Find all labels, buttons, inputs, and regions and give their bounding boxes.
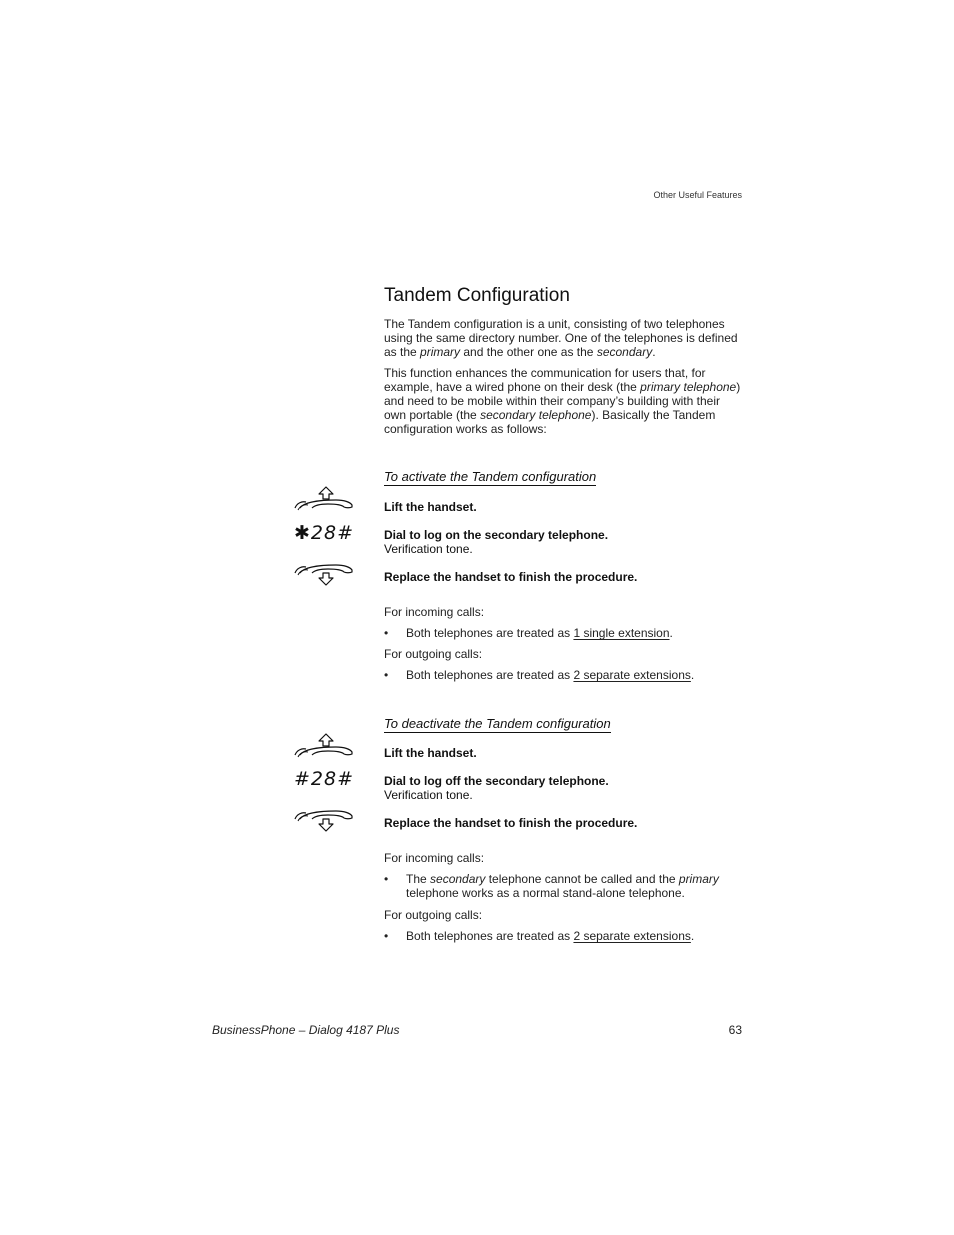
- deactivate-step-replace: Replace the handset to finish the procedure.: [384, 816, 638, 830]
- deactivate-step-dial: Dial to log off the secondary telephone. Verification tone.: [384, 774, 609, 802]
- handset-lift-icon: [292, 486, 356, 514]
- running-header: Other Useful Features: [653, 190, 742, 200]
- activate-outgoing-label: For outgoing calls:: [384, 647, 483, 661]
- deactivate-step-lift: Lift the handset.: [384, 746, 477, 760]
- deactivate-incoming-label: For incoming calls:: [384, 851, 485, 865]
- handset-replace-icon: [292, 563, 356, 587]
- bullet-mark: •: [384, 668, 389, 682]
- link-single-extension[interactable]: 1 single extension: [573, 626, 670, 640]
- deactivate-incoming-bullet: • The secondary telephone cannot be called and the primary telephone works as a normal stand-alone telephone.: [384, 872, 719, 900]
- link-separate-extensions[interactable]: 2 separate extensions: [573, 668, 691, 682]
- intro-paragraph-1: The Tandem configuration is a unit, consisting of two telephones using the same directory number. One of the telephones is defined as the primary and the other one as the secondary.: [384, 317, 738, 359]
- page-number: 63: [728, 1023, 742, 1037]
- activate-step-dial: Dial to log on the secondary telephone. Verification tone.: [384, 528, 609, 556]
- handset-replace-icon: [292, 809, 356, 833]
- deactivate-section-title: To deactivate the Tandem configuration: [384, 716, 611, 731]
- activate-step-replace: Replace the handset to finish the procedure.: [384, 570, 638, 584]
- bullet-mark: •: [384, 872, 389, 886]
- intro-paragraph-2: This function enhances the communication for users that, for example, have a wired phone on their desk (the primary telephone) and need to be mobile within their company’s building with their own portable (the secondary telephone). Basically the Tandem configuration works as follows:: [384, 366, 741, 436]
- bullet-mark: •: [384, 626, 389, 640]
- deactivate-outgoing-label: For outgoing calls:: [384, 908, 483, 922]
- footer-product-name: BusinessPhone – Dialog 4187 Plus: [212, 1023, 400, 1037]
- handset-lift-icon: [292, 733, 356, 761]
- page-title: Tandem Configuration: [384, 285, 570, 306]
- bullet-mark: •: [384, 929, 389, 943]
- activate-step-lift: Lift the handset.: [384, 500, 477, 514]
- activate-incoming-label: For incoming calls:: [384, 605, 485, 619]
- activate-section-title: To activate the Tandem configuration: [384, 469, 597, 484]
- activate-dial-code: ✱28#: [293, 522, 354, 544]
- deactivate-dial-code: #28#: [293, 768, 354, 790]
- link-separate-extensions[interactable]: 2 separate extensions: [573, 929, 691, 943]
